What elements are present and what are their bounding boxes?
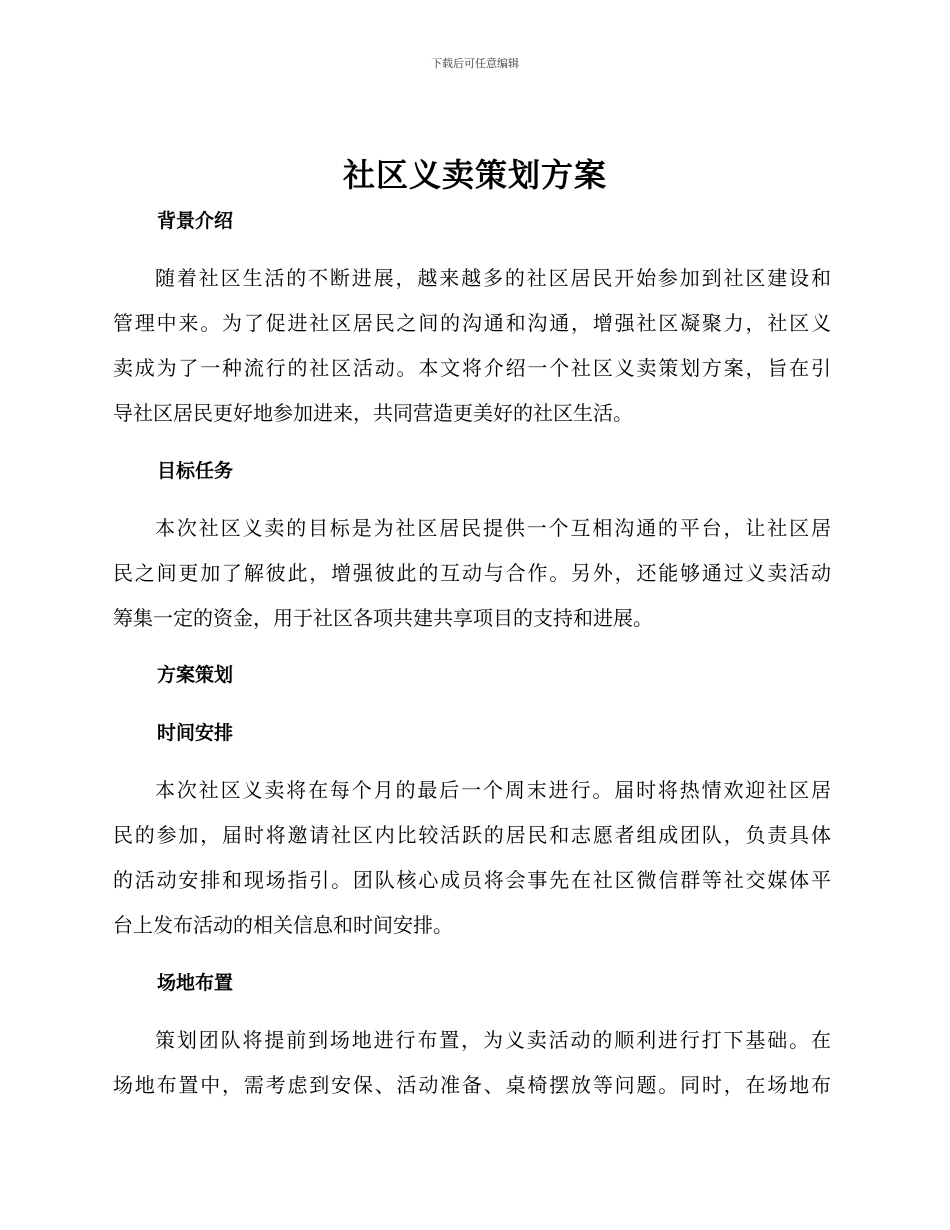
paragraph-line: 本次社区义卖的目标是为社区居民提供一个互相沟通的平台，让社区居 <box>155 516 831 540</box>
paragraph-schedule <box>113 768 831 948</box>
paragraph-line: 本次社区义卖将在每个月的最后一个周末进行。届时将热情欢迎社区居 <box>155 778 831 802</box>
paragraph-line: 台上发布活动的相关信息和时间安排。 <box>113 913 453 937</box>
paragraph-line: 民之间更加了解彼此，增强彼此的互动与合作。另外，还能够通过义卖活动 <box>113 561 831 585</box>
header-note: 下载后可任意编辑 <box>431 57 519 70</box>
paragraph-line: 卖成为了一种流行的社区活动。本文将介绍一个社区义卖策划方案，旨在引 <box>113 356 831 380</box>
paragraph-line: 导社区居民更好地参加进来，共同营造更美好的社区生活。 <box>113 401 633 425</box>
paragraph-line: 场地布置中，需考虑到安保、活动准备、桌椅摆放等问题。同时，在场地布 <box>113 1073 831 1097</box>
paragraph-line: 随着社区生活的不断进展，越来越多的社区居民开始参加到社区建设和 <box>155 266 831 290</box>
heading-background: 背景介绍 <box>157 210 234 232</box>
heading-goal: 目标任务 <box>157 460 234 482</box>
paragraph-line: 策划团队将提前到场地进行布置，为义卖活动的顺利进行打下基础。在 <box>155 1028 831 1052</box>
paragraph-background <box>113 256 831 436</box>
paragraph-line: 筹集一定的资金，用于社区各项共建共享项目的支持和进展。 <box>113 606 653 630</box>
paragraph-line: 的活动安排和现场指引。团队核心成员将会事先在社区微信群等社交媒体平 <box>113 868 831 892</box>
paragraph-goal <box>113 506 831 641</box>
paragraph-line: 管理中来。为了促进社区居民之间的沟通和沟通，增强社区凝聚力，社区义 <box>113 311 831 335</box>
heading-plan: 方案策划 <box>157 664 234 686</box>
paragraph-venue <box>113 1018 831 1108</box>
heading-venue: 场地布置 <box>157 972 234 994</box>
paragraph-line: 民的参加，届时将邀请社区内比较活跃的居民和志愿者组成团队，负责具体 <box>113 823 831 847</box>
document-title: 社区义卖策划方案 <box>342 156 607 194</box>
heading-schedule: 时间安排 <box>157 722 234 744</box>
